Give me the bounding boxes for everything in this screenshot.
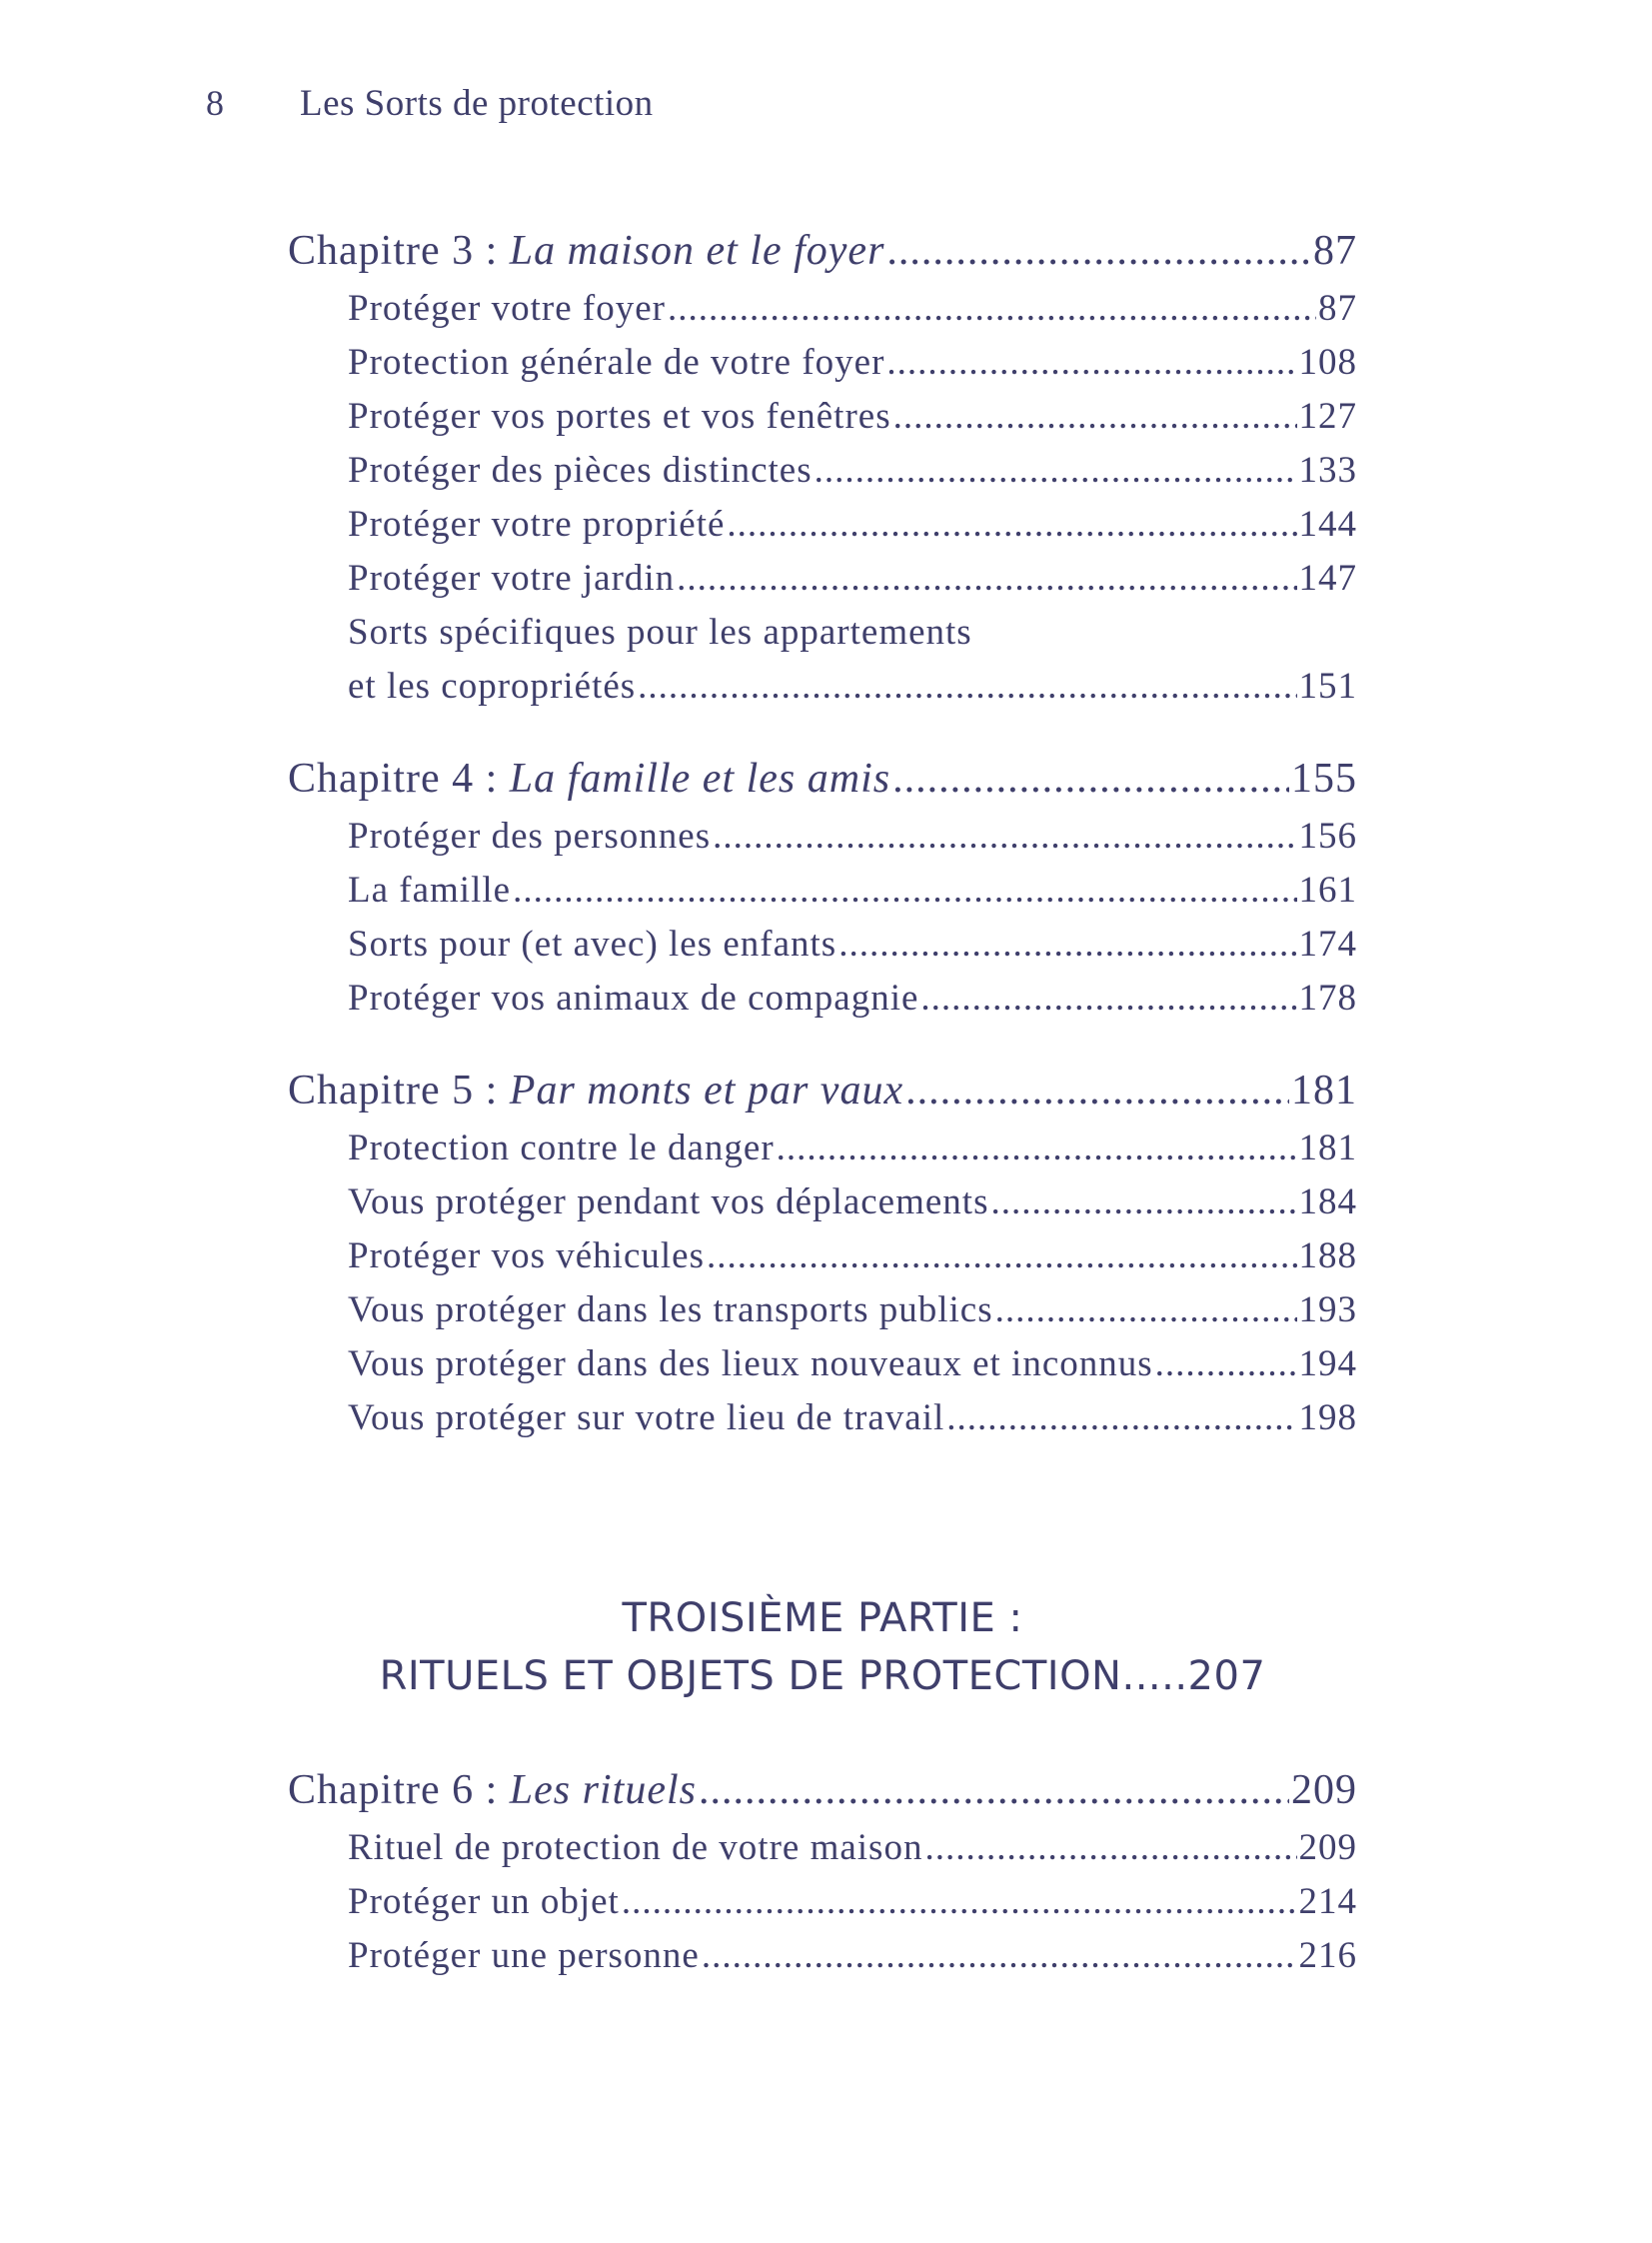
chapter-3-heading[interactable] [288, 220, 1357, 282]
chapter-5-heading[interactable] [288, 1060, 1357, 1122]
entry-page: 147 [1298, 558, 1357, 599]
running-head [206, 82, 654, 125]
toc-entry[interactable] [348, 972, 1357, 1026]
page-number: 8 [206, 83, 225, 123]
table-of-contents [288, 220, 1357, 1445]
entry-page: 87 [1318, 288, 1357, 329]
dot-leader [1155, 1337, 1297, 1391]
entry-label: Protéger vos animaux de compagnie [348, 978, 919, 1019]
entry-label: Protéger votre jardin [348, 558, 676, 599]
toc-entry[interactable] [348, 1175, 1357, 1229]
dot-leader [638, 660, 1296, 714]
entry-label: La famille [348, 870, 512, 911]
chapter-4-heading[interactable] [288, 748, 1357, 810]
entry-page: 188 [1298, 1235, 1357, 1276]
chapter-prefix: Chapitre 6 : [288, 1767, 510, 1813]
entry-page: 161 [1298, 870, 1357, 911]
chapter-label [288, 220, 884, 282]
dot-leader [622, 1875, 1297, 1929]
table-of-contents-part3 [288, 1759, 1357, 1983]
entry-page: 198 [1298, 1397, 1357, 1438]
chapter-label [288, 1759, 697, 1821]
toc-entry[interactable] [348, 444, 1357, 498]
entry-page: 216 [1298, 1935, 1357, 1976]
dot-leader [713, 810, 1296, 864]
entry-page: 144 [1298, 504, 1357, 545]
entry-label: Protéger vos portes et vos fenêtres [348, 396, 891, 437]
dot-leader [924, 1821, 1296, 1875]
entry-page: 178 [1298, 978, 1357, 1019]
chapter-title: La famille et les amis [509, 756, 891, 802]
chapter-title: Les rituels [509, 1767, 697, 1813]
toc-entry[interactable] [348, 1122, 1357, 1175]
toc-entry[interactable] [348, 552, 1357, 606]
toc-entry[interactable] [348, 498, 1357, 552]
chapter-3-section [288, 220, 1357, 714]
chapter-label [288, 748, 890, 810]
dot-leader [905, 1060, 1289, 1122]
book-title: Les Sorts de protection [300, 83, 654, 124]
toc-entry[interactable] [348, 390, 1357, 444]
chapter-prefix: Chapitre 4 : [288, 756, 510, 802]
chapter-page: 209 [1291, 1767, 1357, 1813]
chapter-5-section [288, 1060, 1357, 1445]
entry-page: 184 [1298, 1181, 1357, 1222]
dot-leader [513, 864, 1296, 918]
entry-label: Protection générale de votre foyer [348, 342, 885, 383]
entry-label: Protéger une personne [348, 1935, 700, 1976]
entry-label: Protection contre le danger [348, 1127, 775, 1168]
chapter-prefix: Chapitre 3 : [288, 228, 510, 274]
entry-page: 151 [1298, 666, 1357, 707]
chapter-page: 181 [1291, 1068, 1357, 1114]
chapter-6-heading[interactable] [288, 1759, 1357, 1821]
entry-label: Vous protéger dans des lieux nouveaux et inconnus [348, 1343, 1153, 1384]
toc-entry[interactable] [348, 1283, 1357, 1337]
dot-leader [995, 1283, 1297, 1337]
entry-page: 133 [1298, 450, 1357, 491]
entry-line2 [348, 660, 1357, 714]
dot-leader [886, 220, 1311, 282]
entry-label: Protéger votre propriété [348, 504, 726, 545]
dot-leader [893, 390, 1297, 444]
toc-entry[interactable] [348, 1229, 1357, 1283]
toc-entry[interactable] [348, 336, 1357, 390]
entry-label: Protéger vos véhicules [348, 1235, 705, 1276]
chapter-4-section [288, 748, 1357, 1026]
chapter-6-section [288, 1759, 1357, 1983]
entry-page: 156 [1298, 816, 1357, 857]
entry-label: Vous protéger sur votre lieu de travail [348, 1397, 945, 1438]
dot-leader [838, 918, 1296, 972]
dot-leader [677, 552, 1296, 606]
entry-label: Protéger des pièces distinctes [348, 450, 813, 491]
toc-entry[interactable] [348, 810, 1357, 864]
dot-leader [777, 1122, 1297, 1175]
toc-entry[interactable] [348, 1391, 1357, 1445]
part-heading[interactable] [288, 1589, 1357, 1705]
toc-entry[interactable] [348, 1337, 1357, 1391]
chapter-label [288, 1060, 903, 1122]
toc-entry[interactable] [348, 1821, 1357, 1875]
dot-leader [702, 1929, 1297, 1983]
part-heading-line1: TROISIÈME PARTIE : [622, 1595, 1023, 1641]
toc-entry[interactable] [348, 1875, 1357, 1929]
toc-entry-wrapped[interactable] [348, 606, 1357, 714]
entry-label: Protéger des personnes [348, 816, 712, 857]
entry-page: 108 [1298, 342, 1357, 383]
dot-leader [946, 1391, 1296, 1445]
dot-leader [886, 336, 1296, 390]
entry-label-line1: Sorts spécifiques pour les appartements [348, 612, 972, 653]
entry-label: Protéger un objet [348, 1881, 620, 1922]
dot-leader [699, 1759, 1289, 1821]
entry-page: 127 [1298, 396, 1357, 437]
dot-leader [815, 444, 1297, 498]
entry-page: 174 [1298, 924, 1357, 965]
entry-label-line2: et les copropriétés [348, 666, 637, 707]
entry-page: 193 [1298, 1289, 1357, 1330]
entry-label: Protéger votre foyer [348, 288, 666, 329]
dot-leader [707, 1229, 1297, 1283]
chapter-page: 87 [1313, 228, 1357, 274]
chapter-page: 155 [1291, 756, 1357, 802]
chapter-title: La maison et le foyer [509, 228, 885, 274]
chapter-title: Par monts et par vaux [509, 1068, 904, 1114]
entry-label: Vous protéger dans les transports publics [348, 1289, 993, 1330]
part-heading-line2: RITUELS ET OBJETS DE PROTECTION.....207 [379, 1653, 1266, 1699]
dot-leader [727, 498, 1296, 552]
entry-label: Sorts pour (et avec) les enfants [348, 924, 837, 965]
dot-leader [920, 972, 1296, 1026]
chapter-prefix: Chapitre 5 : [288, 1068, 510, 1114]
entry-label: Rituel de protection de votre maison [348, 1827, 923, 1868]
dot-leader [892, 748, 1289, 810]
entry-page: 181 [1298, 1127, 1357, 1168]
toc-entry[interactable] [348, 918, 1357, 972]
entry-label: Vous protéger pendant vos déplacements [348, 1181, 989, 1222]
toc-entry[interactable] [348, 864, 1357, 918]
entry-page: 209 [1298, 1827, 1357, 1868]
entry-page: 194 [1298, 1343, 1357, 1384]
entry-page: 214 [1298, 1881, 1357, 1922]
dot-leader [991, 1175, 1297, 1229]
dot-leader [668, 282, 1316, 336]
toc-entry[interactable] [348, 282, 1357, 336]
toc-entry[interactable] [348, 1929, 1357, 1983]
